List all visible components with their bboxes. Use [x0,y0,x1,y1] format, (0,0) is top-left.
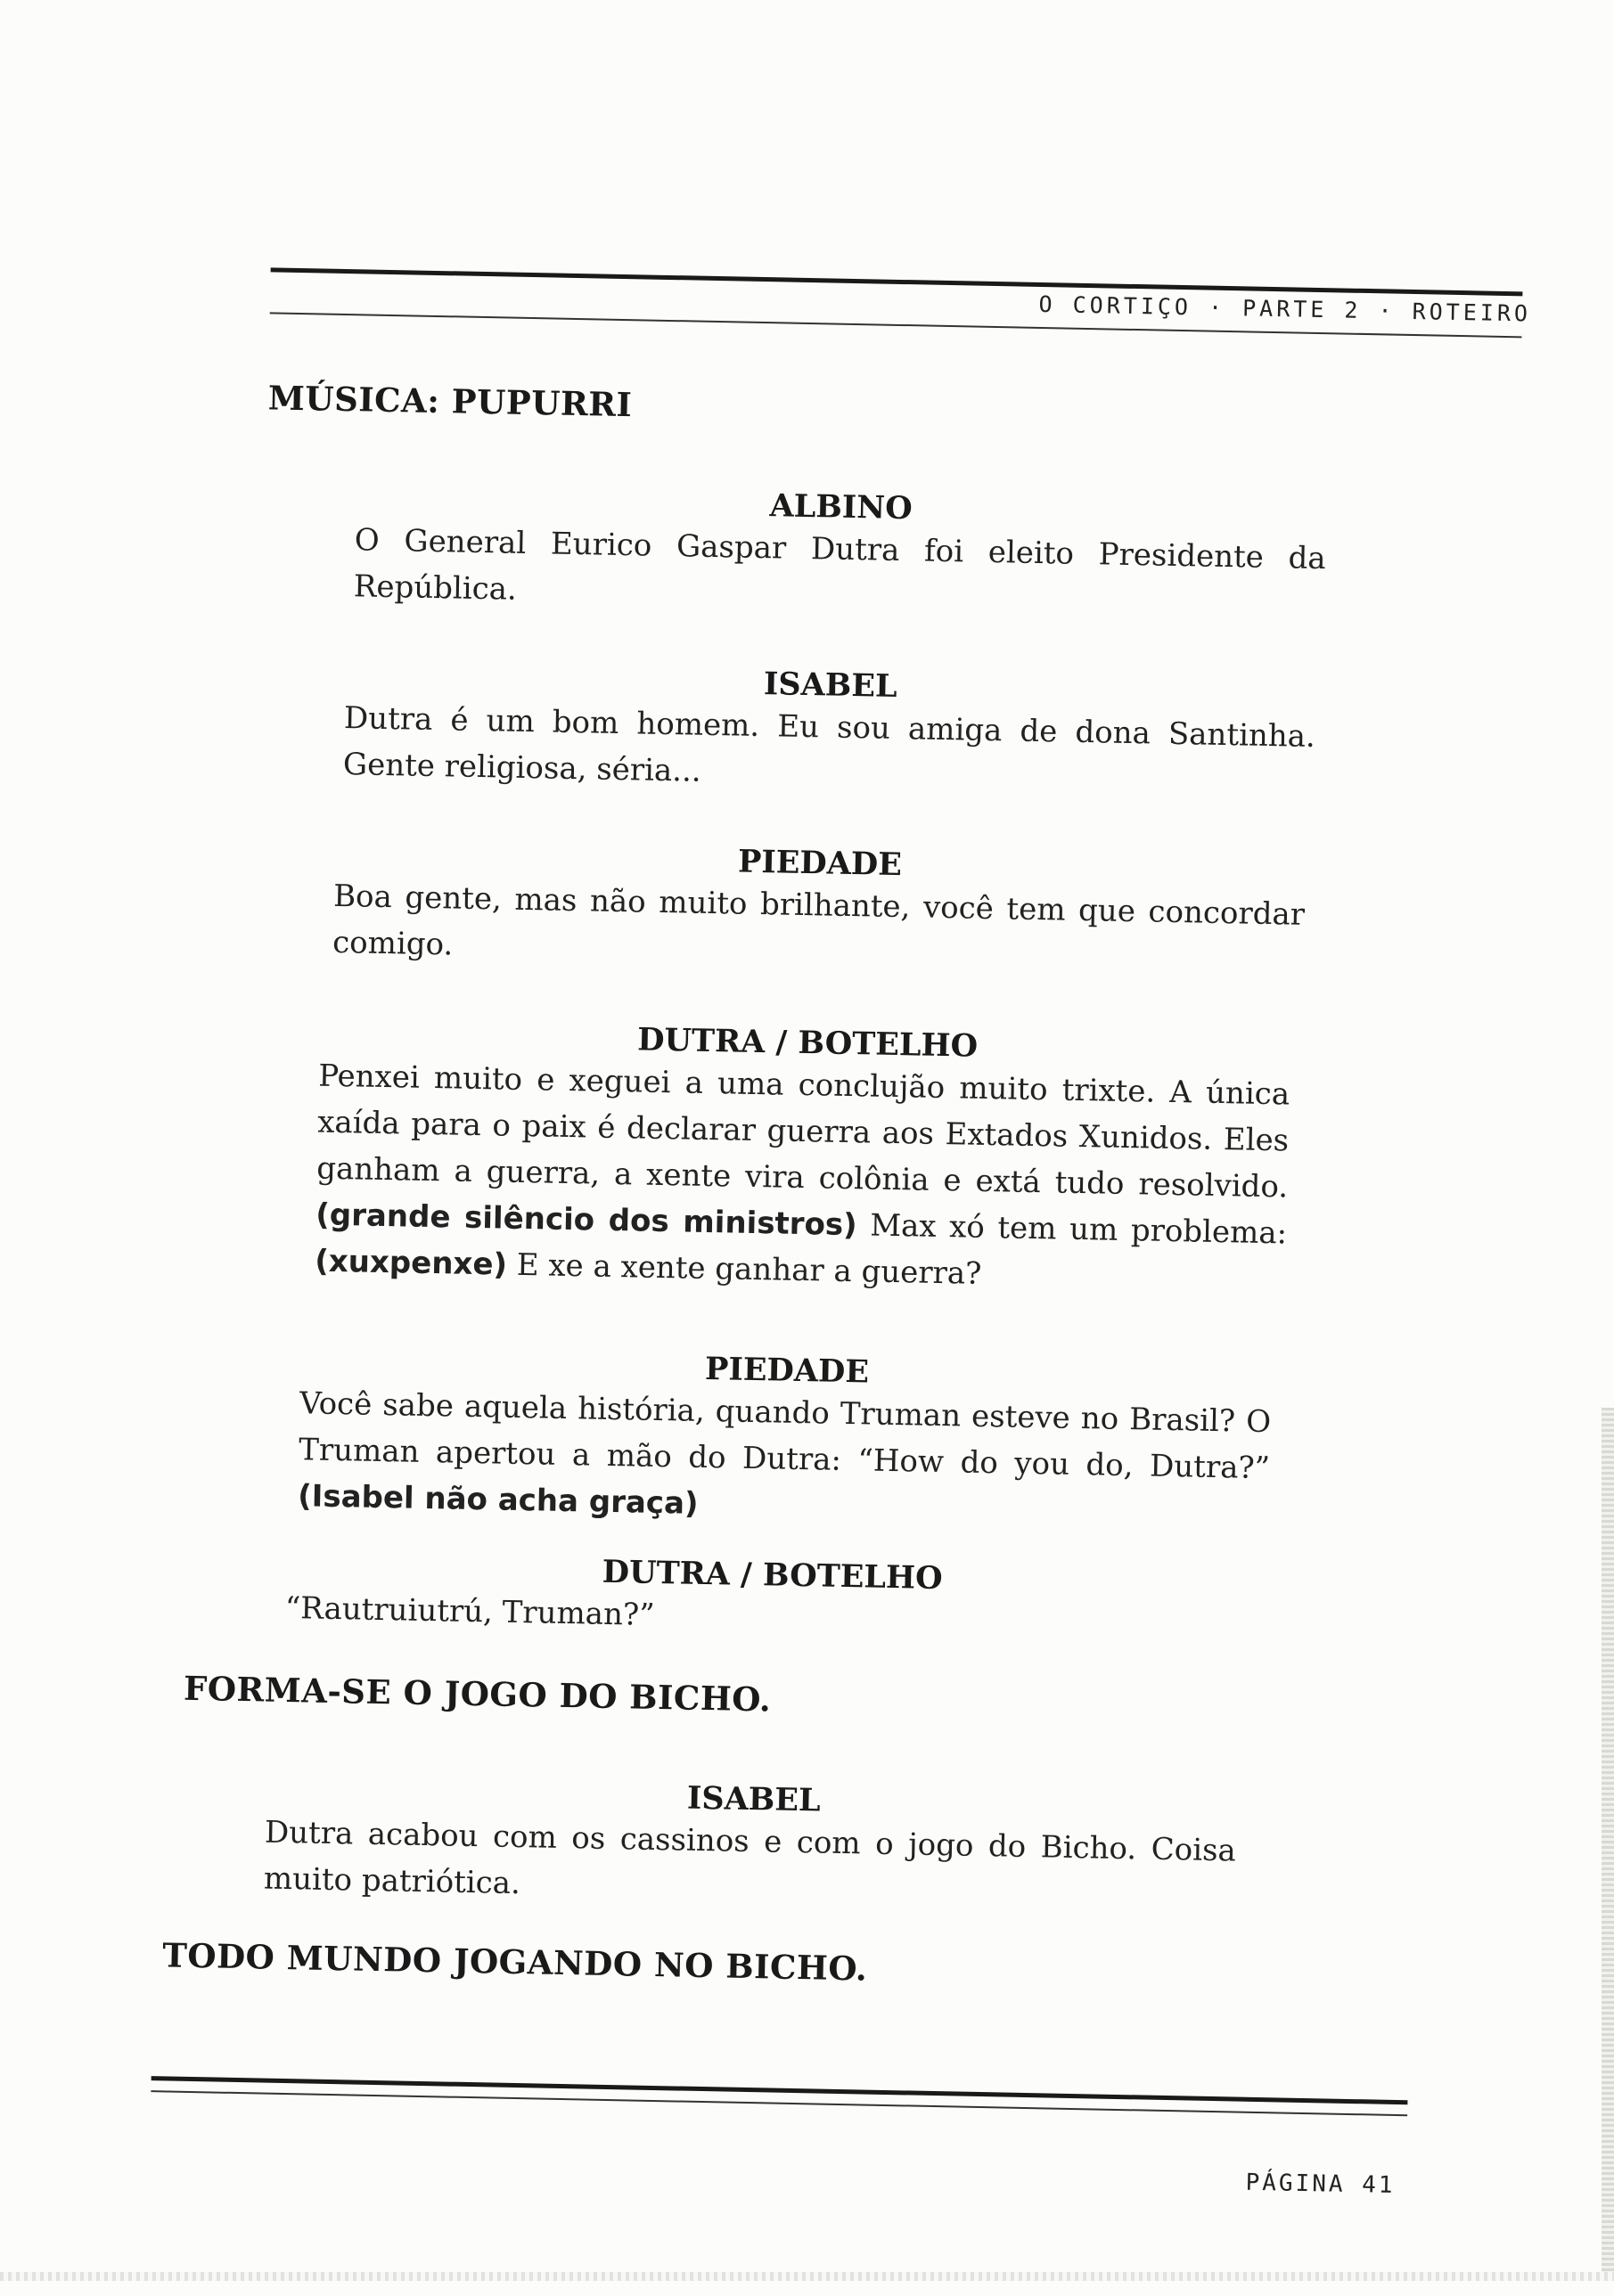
stage-direction-music: MÚSICA: PUPURRI [267,378,633,425]
stage-note-suspense: (xuxpenxe) [314,1243,508,1283]
scan-edge-bottom [0,2272,1614,2281]
dialogue-piedade-1: Boa gente, mas não muito brilhante, você tem que concordar comigo. [332,878,1306,963]
stage-note-isabel: (Isabel não acha graça) [297,1478,699,1522]
speaker-isabel-1: ISABEL [763,666,898,705]
dialogue-text-3: E xe a xente ganhar a guerra? [516,1246,982,1292]
dialogue-piedade-2 [298,1380,1272,1538]
footer-rule-bottom [151,2090,1407,2116]
footer-rule-top [152,2076,1408,2104]
header-rule-top [271,267,1523,296]
running-title: O CORTIÇO · PARTE 2 · ROTEIRO [1038,290,1532,327]
dialogue-text-2: Max xó tem um problema: [869,1207,1288,1252]
dialogue-dutra-botelho-2: “Rautruiutrú, Truman?” [284,1589,655,1633]
dialogue-dutra-botelho-1 [315,1053,1290,1303]
speaker-dutra-botelho-1: DUTRA / BOTELHO [636,1021,979,1065]
page-number: PÁGINA 41 [1245,2169,1396,2199]
stage-note-silence: (grande silêncio dos ministros) [315,1197,858,1244]
speaker-isabel-2: ISABEL [686,1779,822,1819]
stage-direction-todo-mundo: TODO MUNDO JOGANDO NO BICHO. [161,1935,868,1989]
dialogue-text: Você sabe aquela história, quando Truman esteve no Brasil? O Truman apertou a mão do Dutra: “How do you do, Dutra?” [298,1385,1272,1487]
scan-edge-right [1602,1408,1614,2281]
speaker-piedade-1: PIEDADE [737,843,903,884]
stage-direction-jogo-do-bicho: FORMA-SE O JOGO DO BICHO. [183,1668,772,1720]
dialogue-isabel-1: Dutra é um bom homem. Eu sou amiga de dona Santinha. Gente religiosa, séria... [342,700,1316,789]
dialogue-isabel-2: Dutra acabou com os cassinos e com o jogo do Bicho. Coisa muito patriótica. [263,1814,1237,1902]
dialogue-albino: O General Eurico Gaspar Dutra foi eleito Presidente da República. [353,522,1327,608]
speaker-albino: ALBINO [769,487,914,527]
speaker-piedade-2: PIEDADE [704,1350,870,1391]
dialogue-text-1: Penxei muito e xeguei a uma conclujão muito trixte. A única xaída para o paix é declarar guerra aos Extados Xunidos. Eles ganham a guerra, a xente vira colônia e extá tudo resolvido. [315,1058,1290,1205]
speaker-dutra-botelho-2: DUTRA / BOTELHO [602,1553,943,1597]
